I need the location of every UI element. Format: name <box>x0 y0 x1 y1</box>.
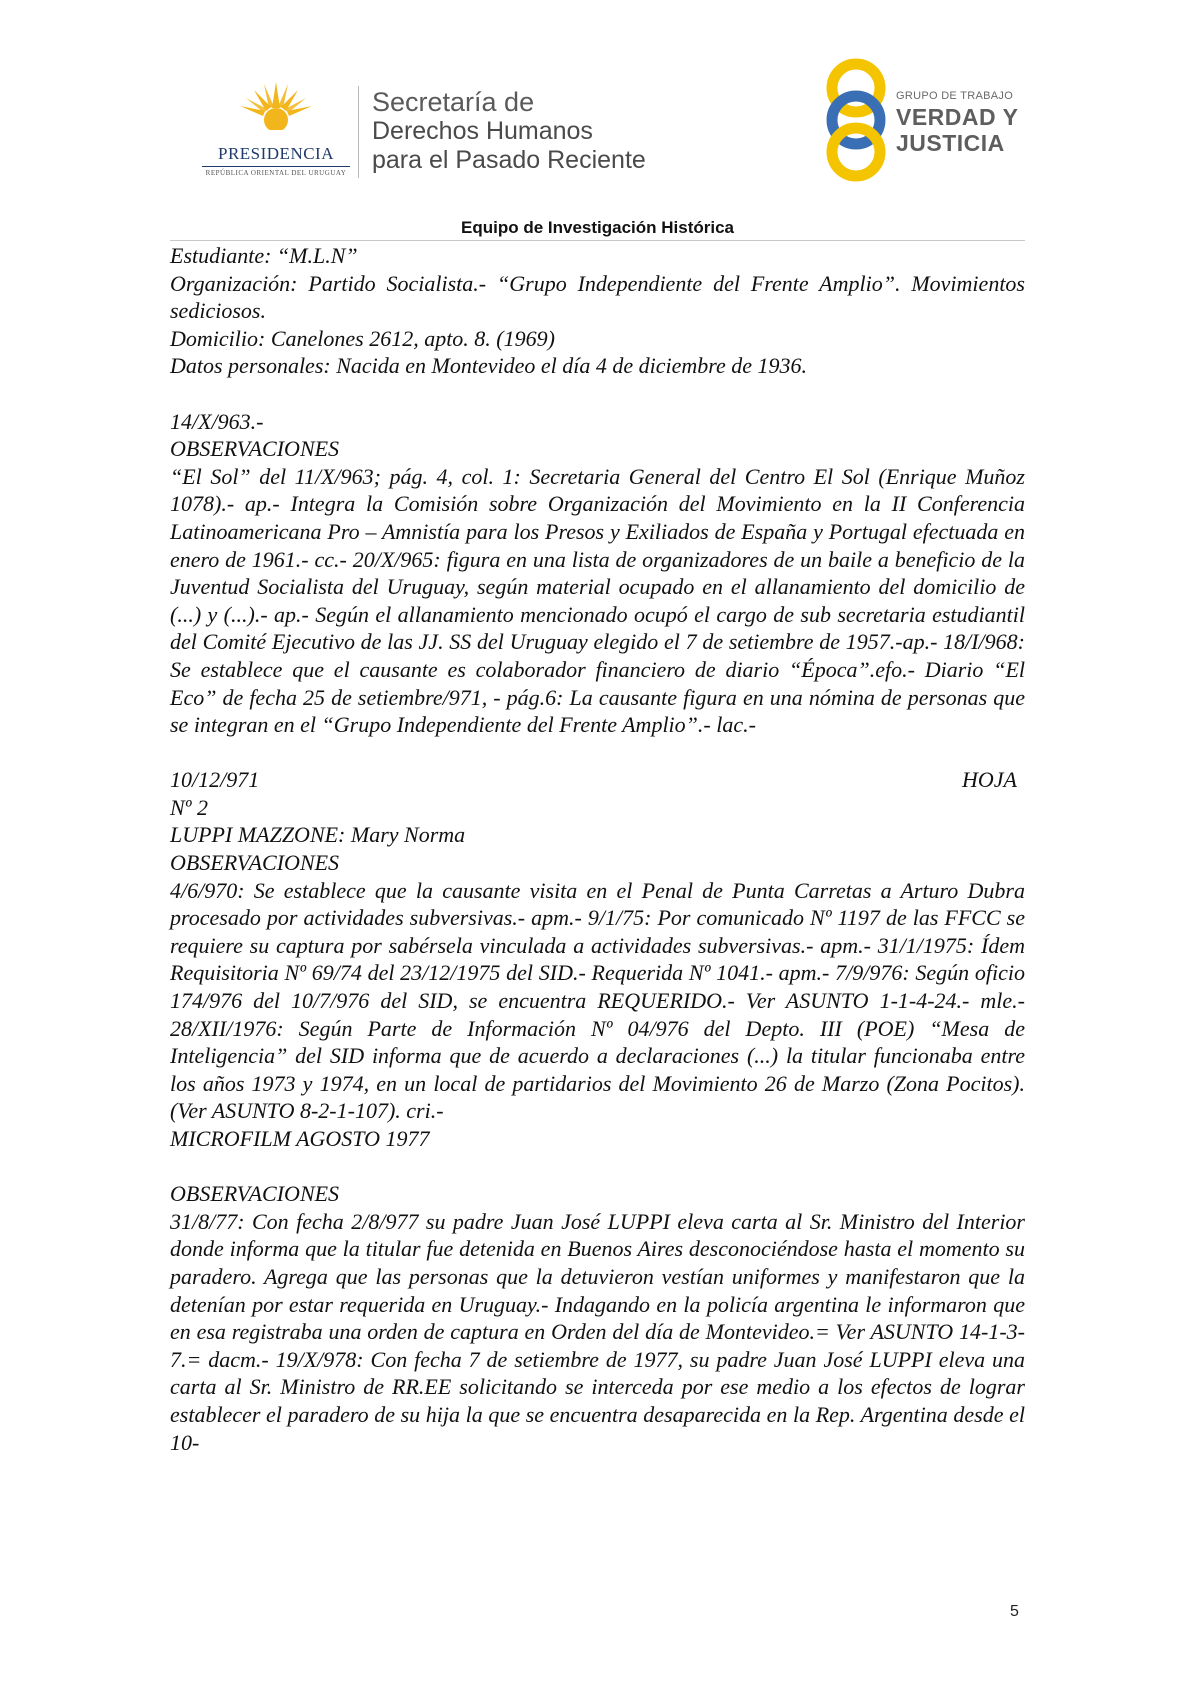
spacer <box>170 380 1025 408</box>
secretaria-title <box>372 88 646 175</box>
section3-text: 31/8/77: Con fecha 2/8/977 su padre Juan José LUPPI eleva carta al Sr. Ministro del Interior donde informa que la titular fue detenida en Buenos Aires desconociéndose hasta el momento su paradero. Agrega que las personas que la detuvieron vestían uniformes y manifestaron que la detenían por estar requerida en Uruguay.- Indagando en la policía argentina le informaron que en esa registraba una orden de captura en Orden del día de Montevideo.= Ver ASUNTO 14-1-3-7.= dacm.- 19/X/978: Con fecha 7 de setiembre de 1977, su padre Juan José LUPPI eleva una carta al Sr. Ministro de RR.EE solicitando se interceda por ese medio a los efectos de lograr establecer el paradero de su hija la que se encuentra desaparecida en la Rep. Argentina desde el 10- <box>170 1208 1025 1455</box>
document-body <box>170 242 1025 1456</box>
section2-number: Nº 2 <box>170 794 208 820</box>
section2-heading: OBSERVACIONES <box>170 850 340 876</box>
verdad-justicia-logo <box>820 58 1030 188</box>
secretaria-line-1: Secretaría de <box>372 87 535 117</box>
section2-date-row <box>170 766 1025 794</box>
sun-emblem-icon <box>238 80 314 142</box>
secretaria-line-2: Derechos Humanos <box>372 117 593 145</box>
section2-date: 10/12/971 <box>170 767 260 793</box>
secretaria-line-3: para el Pasado Reciente <box>372 146 646 174</box>
section1-date: 14/X/963.- <box>170 408 264 434</box>
section1-text: “El Sol” del 11/X/963; pág. 4, col. 1: Secretaria General del Centro El Sol (Enrique Muñoz 1078).- ap.- Integra la Comisión sobre Organización del Movimiento en la II Conferencia Latinoamericana Pro – Amnistía para los Presos y Exiliados de España y Portugal efectuada en enero de 1961.- cc.- 20/X/965: figura en una lista de organizadores de un baile a beneficio de la Juventud Socialista del Uruguay, según material ocupado en el allanamiento del domicilio de (...) y (...).- ap.- Según el allanamiento mencionado ocupó el cargo de sub secretaria estudiantil del Comité Ejecutivo de las JJ. SS del Uruguay elegido el 7 de setiembre de 1957.-ap.- 18/I/968: Se establece que el causante es colaborador financiero de diario “Época”.efo.- Diario “El Eco” de fecha 25 de setiembre/971, - pág.6: La causante figura en una nómina de personas que se integran en el “Grupo Independiente del Frente Amplio”.- lac.- <box>170 463 1025 738</box>
intro-personal-data: Datos personales: Nacida en Montevideo el día 4 de diciembre de 1936. <box>170 353 808 379</box>
grupo-label: GRUPO DE TRABAJO <box>896 90 1014 102</box>
spacer <box>170 1153 1025 1181</box>
team-rule <box>170 240 1025 241</box>
spacer <box>170 739 1025 767</box>
intro-organization: Organización: Partido Socialista.- “Grupo Independiente del Frente Amplio”. Movimientos sediciosos. <box>170 270 1025 324</box>
section2-microfilm: MICROFILM AGOSTO 1977 <box>170 1126 430 1151</box>
page-number: 5 <box>1010 1603 1019 1620</box>
section2-text: 4/6/970: Se establece que la causante visita en el Penal de Punta Carretas a Arturo Dubra procesado por actividades subversivas.- apm.- 9/1/75: Por comunicado Nº 1197 de las FFCC se requiere su captura por sabérsela vinculada a actividades subversivas.- apm.- 31/1/1975: Ídem Requisitoria Nº 69/74 del 23/12/1975 del SID.- Requerida Nº 1041.- apm.- 7/9/976: Según oficio 174/976 del 10/7/976 del SID, se encuentra REQUERIDO.- Ver ASUNTO 1-1-4-24.- mle.- 28/XII/1976: Según Parte de Información Nº 04/976 del Depto. III (POE) “Mesa de Inteligencia” del SID informa que de acuerdo a declaraciones (...) la titular funcionaba entre los años 1973 y 1974, en un local de partidarios del Movimiento 26 de Marzo (Zona Pocitos). (Ver ASUNTO 8-2-1-107). cri.- <box>170 877 1025 1124</box>
page-header <box>0 0 1191 237</box>
presidencia-rule <box>202 166 350 167</box>
header-divider <box>358 86 359 178</box>
grupo-line-1: VERDAD Y <box>896 104 1019 130</box>
section2-name: LUPPI MAZZONE: Mary Norma <box>170 822 466 848</box>
intro-address: Domicilio: Canelones 2612, apto. 8. (1969) <box>170 325 555 351</box>
chain-links-icon <box>820 58 892 182</box>
presidencia-logo <box>196 80 356 180</box>
intro-student: Estudiante: “M.L.N” <box>170 243 358 268</box>
section2-hoja: HOJA <box>962 767 1017 793</box>
section1-heading: OBSERVACIONES <box>170 436 340 462</box>
presidencia-name: PRESIDENCIA <box>217 144 334 163</box>
grupo-line-2: JUSTICIA <box>896 130 1005 156</box>
presidencia-subtitle: REPÚBLICA ORIENTAL DEL URUGUAY <box>205 169 347 177</box>
section3-heading: OBSERVACIONES <box>170 1181 340 1207</box>
team-title: Equipo de Investigación Histórica <box>461 218 734 237</box>
